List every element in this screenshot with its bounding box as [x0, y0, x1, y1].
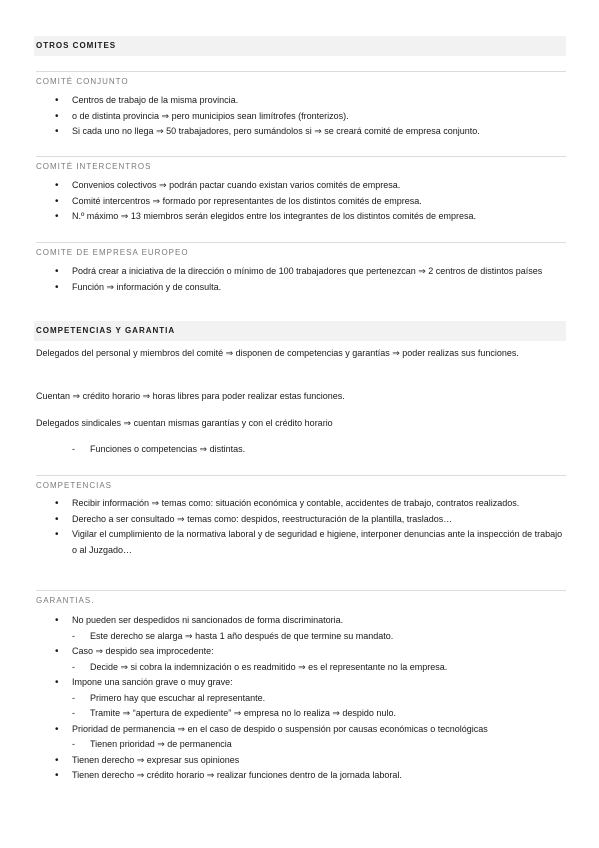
dash-icon: - [72, 444, 75, 454]
list-subitem: - Primero hay que escuchar al representante. [0, 691, 599, 707]
paragraph-delegados-sindicales: Delegados sindicales ⇒ cuentan mismas garantías y con el crédito horario [36, 418, 333, 428]
bullet-icon: • [55, 180, 59, 191]
list-item: • Tienen derecho ⇒ expresar sus opiniones [0, 753, 599, 769]
list-item: - Funciones o competencias ⇒ distintas. [0, 442, 599, 458]
list-comite-conjunto [0, 93, 599, 140]
list-subitem: - Tienen prioridad ⇒ de permanencia [0, 737, 599, 753]
list-garantias [0, 613, 599, 784]
list-comite-intercentros [0, 178, 599, 225]
bullet-icon: • [55, 677, 59, 688]
paragraph-credito-horario: Cuentan ⇒ crédito horario ⇒ horas libres para poder realizar estas funciones. [36, 391, 345, 401]
subheading-comite-conjunto: COMITÉ CONJUNTO [36, 71, 566, 91]
subheading-garantias: GARANTIAS. [36, 590, 566, 610]
list-subitem: - Este derecho se alarga ⇒ hasta 1 año después de que termine su mandato. [0, 629, 599, 645]
subheading-comite-europeo: COMITE DE EMPRESA EUROPEO [36, 242, 566, 262]
list-subitem: - Decide ⇒ si cobra la indemnización o es readmitido ⇒ es el representante no la empresa. [0, 660, 599, 676]
list-item: • Convenios colectivos ⇒ podrán pactar cuando existan varios comités de empresa. [0, 178, 599, 194]
bullet-icon: • [55, 95, 59, 106]
list-item: • No pueden ser despedidos ni sancionados de forma discriminatoria. [0, 613, 599, 629]
list-item: • Prioridad de permanencia ⇒ en el caso de despido o suspensión por causas económicas o tecnológicas [0, 722, 599, 738]
list-item: • Vigilar el cumplimiento de la normativa laboral y de seguridad e higiene, interponer denuncias ante la inspección de trabajo o al Juzgado… [55, 529, 563, 555]
subheading-competencias: COMPETENCIAS [36, 475, 566, 495]
list-item: • Si cada uno no llega ⇒ 50 trabajadores, pero sumándolos si ⇒ se creará comité de empresa conjunto. [0, 124, 599, 140]
bullet-icon: • [55, 195, 59, 207]
list-delegados-sindicales [0, 442, 599, 458]
list-item: • Podrá crear a iniciativa de la dirección o mínimo de 100 trabajadores que pertenezcan ⇒ 2 centros de distintos países [0, 264, 599, 280]
dash-icon: - [72, 739, 75, 749]
list-item: • N.º máximo ⇒ 13 miembros serán elegidos entre los integrantes de los distintos comités de empresa. [0, 209, 599, 225]
dash-icon: - [72, 661, 75, 672]
bullet-icon: • [55, 513, 59, 525]
list-item: • Caso ⇒ despido sea improcedente: [0, 644, 599, 660]
paragraph-delegados: Delegados del personal y miembros del comité ⇒ disponen de competencias y garantías ⇒ poder realizas sus funciones. [36, 348, 519, 358]
bullet-icon: • [55, 126, 59, 137]
bullet-icon: • [55, 266, 59, 277]
bullet-icon: • [55, 211, 59, 222]
dash-icon: - [72, 708, 75, 718]
bullet-icon: • [55, 754, 59, 766]
bullet-icon: • [55, 723, 59, 735]
list-item: • Recibir información ⇒ temas como: situación económica y contable, accidentes de trabajo, contratos realizados. [0, 496, 599, 512]
bullet-icon: • [55, 110, 59, 122]
dash-icon: - [72, 630, 75, 641]
list-item: • o de distinta provincia ⇒ pero municipios sean limítrofes (fronterizos). [0, 109, 599, 125]
list-item: • Función ⇒ información y de consulta. [0, 280, 599, 296]
list-competencias [0, 496, 599, 558]
list-item: • Centros de trabajo de la misma provincia. [0, 93, 599, 109]
list-item: • Derecho a ser consultado ⇒ temas como: despidos, reestructuración de la plantilla, traslados… [0, 512, 599, 528]
list-subitem: - Tramite ⇒ “apertura de expediente” ⇒ empresa no lo realiza ⇒ despido nulo. [0, 706, 599, 722]
bullet-icon: • [55, 498, 59, 509]
bullet-icon: • [55, 646, 59, 657]
bullet-icon: • [55, 770, 59, 781]
section-heading-otros-comites: OTROS COMITES [34, 36, 566, 56]
list-comite-europeo [0, 264, 599, 295]
dash-icon: - [72, 692, 75, 703]
bullet-icon: • [55, 615, 59, 626]
bullet-icon: • [55, 281, 59, 293]
subheading-comite-intercentros: COMITÉ INTERCENTROS [36, 156, 566, 176]
list-item: • Impone una sanción grave o muy grave: [0, 675, 599, 691]
list-item: • Tienen derecho ⇒ crédito horario ⇒ realizar funciones dentro de la jornada laboral. [0, 768, 599, 784]
bullet-icon: • [55, 529, 59, 540]
list-item: • Comité intercentros ⇒ formado por representantes de los distintos comités de empresa. [0, 194, 599, 210]
section-heading-competencias-garantia: COMPETENCIAS Y GARANTIA [34, 321, 566, 341]
